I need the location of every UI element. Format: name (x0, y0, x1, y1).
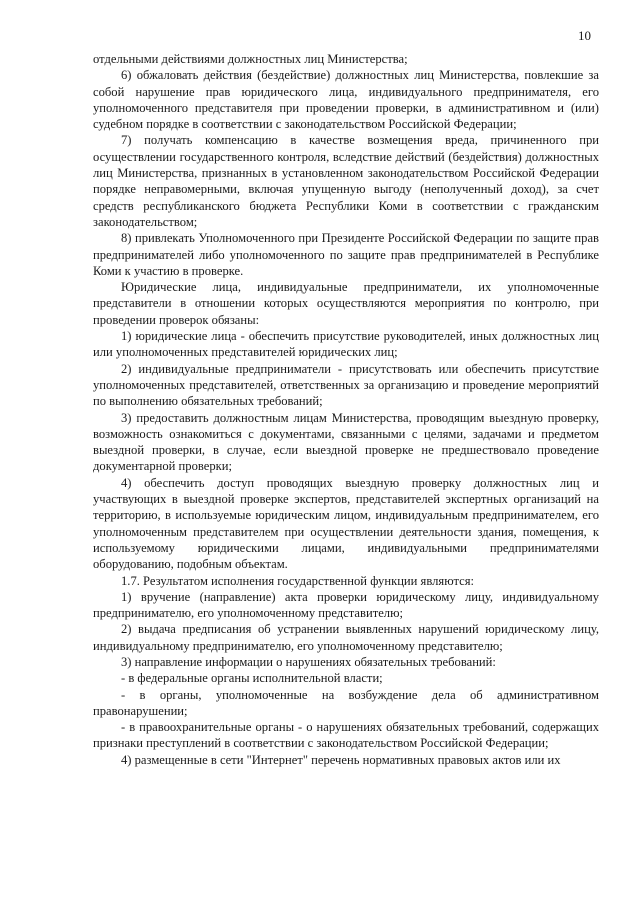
paragraph: 4) обеспечить доступ проводящих выездную проверку должностных лиц и участвующих в выездной проверке экспертов, представителей экспертных организаций на территорию, в используемые юридическим лицом, индивидуальным предпринимателем, его уполномоченным представителем при осуществлении деятельности здания, помещения, к используемому юридическими лицами, индивидуальными предпринимателями оборудованию, подобным объектам. (93, 475, 599, 572)
paragraph: - в правоохранительные органы - о нарушениях обязательных требований, содержащих признаки преступлений в соответствии с законодательством Российской Федерации; (93, 720, 599, 751)
paragraph: 6) обжаловать действия (бездействие) должностных лиц Министерства, повлекшие за собой нарушение прав юридического лица, индивидуального предпринимателя, его уполномоченного представителя при проведении проверки, в административном и (или) судебном порядке в соответствии с законодательством Российской Федерации; (93, 68, 599, 132)
paragraph: Юридические лица, индивидуальные предприниматели, их уполномоченные представители в отношении которых осуществляются мероприятия по контролю, при проведении проверок обязаны: (93, 280, 599, 327)
paragraph: 1) юридические лица - обеспечить присутствие руководителей, иных должностных лиц или уполномоченных представителей юридических лиц; (93, 329, 599, 360)
paragraph: 3) предоставить должностным лицам Министерства, проводящим выездную проверку, возможность ознакомиться с документами, связанными с целями, задачами и предметом выездной проверки, в случае, если выездной проверке не предшествовало проведение документарной проверки; (93, 410, 599, 474)
page-number: 10 (578, 28, 591, 43)
paragraph: 4) размещенные в сети "Интернет" перечень нормативных правовых актов или их (121, 752, 561, 767)
paragraph: 7) получать компенсацию в качестве возмещения вреда, причиненного при осуществлении государственного контроля, вследствие действий (бездействия) должностных лиц Министерства, признанных в установленном законодательством Российской Федерации порядке неправомерными, включая упущенную выгоду (неполученный доход), за счет средств республиканского бюджета Республики Коми в соответствии с гражданским законодательством; (93, 133, 599, 229)
paragraph: - в федеральные органы исполнительной власти; (121, 671, 383, 686)
paragraph: 2) выдача предписания об устранении выявленных нарушений юридическому лицу, индивидуальному предпринимателю, его уполномоченному представителю; (93, 622, 599, 653)
paragraph: 2) индивидуальные предприниматели - присутствовать или обеспечить присутствие уполномоченных представителей, ответственных за организацию и проведение мероприятий по выполнению обязательных требований; (93, 361, 599, 409)
paragraph: 1.7. Результатом исполнения государственной функции являются: (121, 573, 474, 588)
document-body (93, 51, 599, 768)
paragraph: - в органы, уполномоченные на возбуждение дела об административном правонарушении; (93, 687, 599, 718)
paragraph: 8) привлекать Уполномоченного при Президенте Российской Федерации по защите прав предпринимателей либо уполномоченного по защите прав предпринимателей в Республике Коми к участию в проверке. (93, 231, 599, 278)
paragraph: отдельными действиями должностных лиц Министерства; (93, 52, 408, 66)
paragraph: 1) вручение (направление) акта проверки юридическому лицу, индивидуальному предпринимателю, его уполномоченному представителю; (93, 589, 599, 621)
paragraph: 3) направление информации о нарушениях обязательных требований: (121, 654, 496, 669)
